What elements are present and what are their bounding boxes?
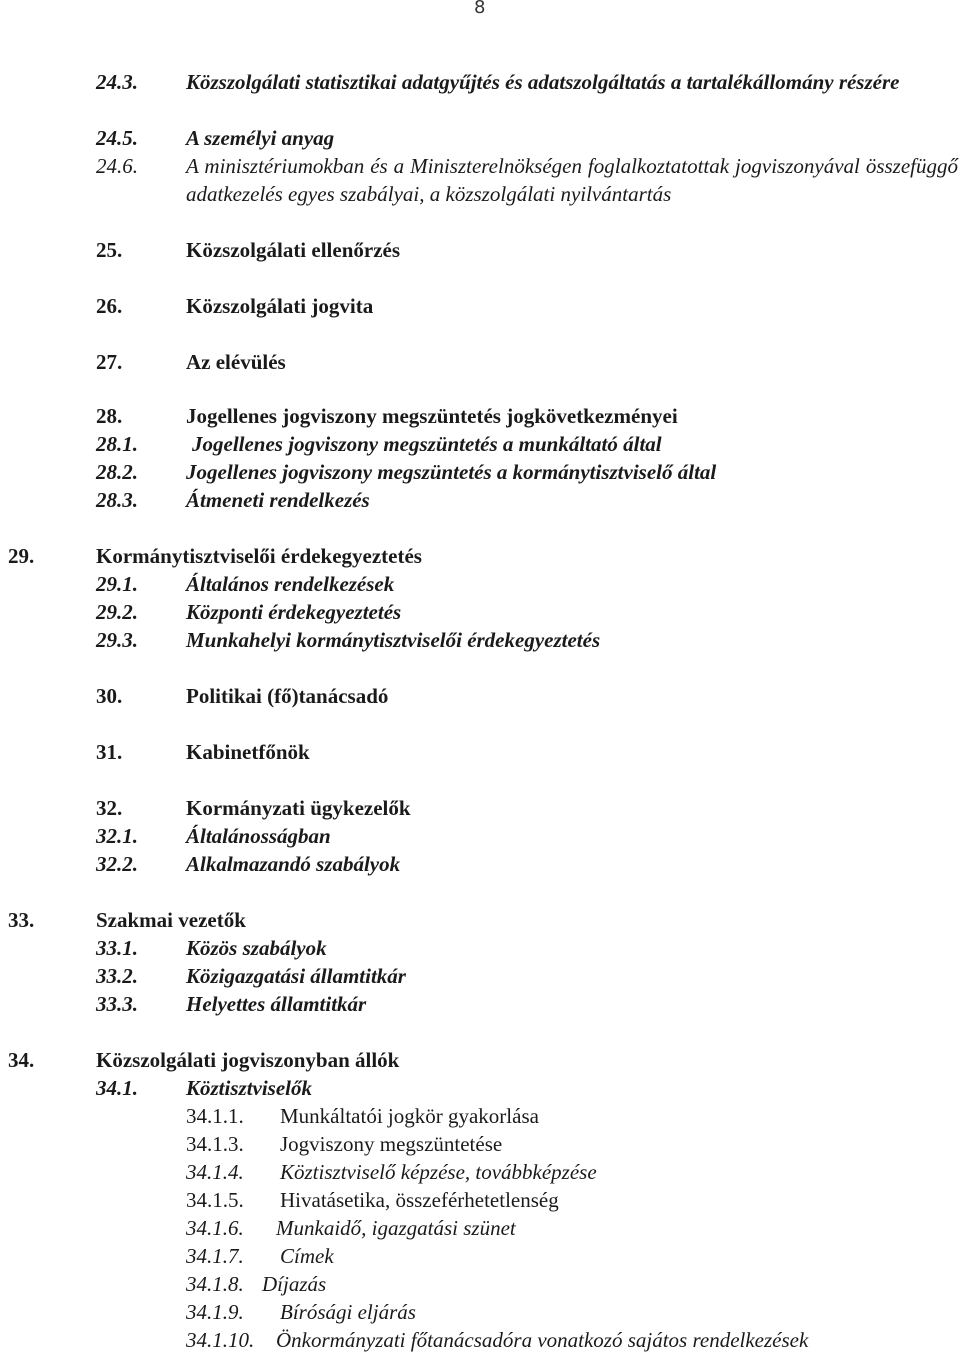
toc-entry-number: 32.1. [96,824,138,848]
toc-entry-title: Önkormányzati főtanácsadóra vonatkozó sajátos rendelkezések [276,1328,809,1352]
toc-entry-title: Köztisztviselők [186,1076,313,1100]
toc-entry-number: 33.3. [96,992,138,1016]
toc-entry-title: Jogellenes jogviszony megszüntetés a kormánytisztviselő által [186,460,717,484]
toc-entry-number: 33.1. [96,936,138,960]
toc-entry-number: 29. [8,544,35,568]
toc-entry-number: 34.1.1. [186,1104,244,1128]
toc-entry-title: Átmeneti rendelkezés [186,488,370,512]
toc-entry-title: Köztisztviselő képzése, továbbképzése [280,1160,597,1184]
toc-entry-title: Szakmai vezetők [96,908,246,932]
toc-entry-number: 25. [96,238,123,262]
toc-entry-number: 34. [8,1048,35,1072]
toc-entry-number: 29.3. [96,628,138,652]
toc-entry-title: Közös szabályok [186,936,327,960]
toc-entry-number: 34.1.7. [186,1244,244,1268]
toc-entry-number: 28.1. [96,432,138,456]
toc-entry-title: Munkahelyi kormánytisztviselői érdekegyeztetés [186,628,601,652]
toc-entry-title: Közszolgálati ellenőrzés [186,238,401,262]
toc-entry-number: 28.2. [96,460,138,484]
toc-entry-number: 31. [96,740,123,764]
toc-entry-number: 24.5. [96,126,138,150]
toc-entry-number: 34.1.8. [186,1272,244,1296]
toc-entry-number: 24.3. [96,70,138,94]
toc-entry-title: Általánosságban [186,824,331,848]
toc-entry-title: Jogellenes jogviszony megszüntetés jogkövetkezményei [186,404,678,428]
toc-entry-number: 28. [96,404,123,428]
toc-entry-title: Helyettes államtitkár [186,992,367,1016]
toc-entry-title: Közszolgálati jogviszonyban állók [96,1048,400,1072]
toc-entry-number: 32.2. [96,852,138,876]
toc-entry-number: 28.3. [96,488,138,512]
toc-entry-number: 27. [96,350,123,374]
toc-entry-number: 34.1. [96,1076,138,1100]
toc-entry-number: 33.2. [96,964,138,988]
toc-entry-number: 34.1.9. [186,1300,244,1324]
toc-entry-title: Alkalmazandó szabályok [186,852,401,876]
toc-entry-title: Az elévülés [186,350,286,374]
toc-entry-number: 29.1. [96,572,138,596]
toc-entry-title: A személyi anyag [186,126,335,150]
toc-entry-title: Címek [280,1244,334,1268]
toc-entry-title: Kormányzati ügykezelők [186,796,411,820]
page-number: 8 [474,0,486,18]
toc-entry-number: 24.6. [96,154,138,178]
toc-entry-title: Kabinetfőnök [186,740,310,764]
toc-entry-number: 34.1.6. [186,1216,244,1240]
toc-entry-number: 34.1.10. [186,1328,255,1352]
toc-entry-title: Kormánytisztviselői érdekegyeztetés [96,544,422,568]
toc-entry-number: 34.1.4. [186,1160,244,1184]
toc-entry-title: Közszolgálati statisztikai adatgyűjtés és adatszolgáltatás a tartalékállomány részére [186,70,900,94]
toc-entry-number: 26. [96,294,123,318]
toc-entry-title: Munkaidő, igazgatási szünet [276,1216,516,1240]
toc-entry-number: 30. [96,684,123,708]
toc-entry-title: Általános rendelkezések [186,572,395,596]
toc-entry-title: A minisztériumokban és a Miniszterelnökségen foglalkoztatottak jogviszonyával összefüggő adatkezelés egyes szabályai, a közszolgálati nyilvántartás [186,154,958,206]
toc-entry-number: 32. [96,796,123,820]
toc-entry-title: Központi érdekegyeztetés [186,600,402,624]
toc-entry-title: Politikai (fő)tanácsadó [186,684,389,708]
toc-entry-number: 29.2. [96,600,138,624]
toc-entry-title: Közigazgatási államtitkár [186,964,406,988]
toc-entry-title: Közszolgálati jogvita [186,294,374,318]
toc-entry-title: Munkáltatói jogkör gyakorlása [280,1104,539,1128]
toc-entry-title: Hivatásetika, összeférhetetlenség [280,1188,559,1212]
toc-entry-number: 34.1.3. [186,1132,244,1156]
toc-entry-title: Jogviszony megszüntetése [280,1132,503,1156]
toc-entry-title: Jogellenes jogviszony megszüntetés a munkáltató által [192,432,662,456]
toc-entry-number: 33. [8,908,35,932]
toc-entry-number: 34.1.5. [186,1188,244,1212]
toc-entry-title: Bírósági eljárás [280,1300,416,1324]
toc-entry-title: Díjazás [262,1272,327,1296]
